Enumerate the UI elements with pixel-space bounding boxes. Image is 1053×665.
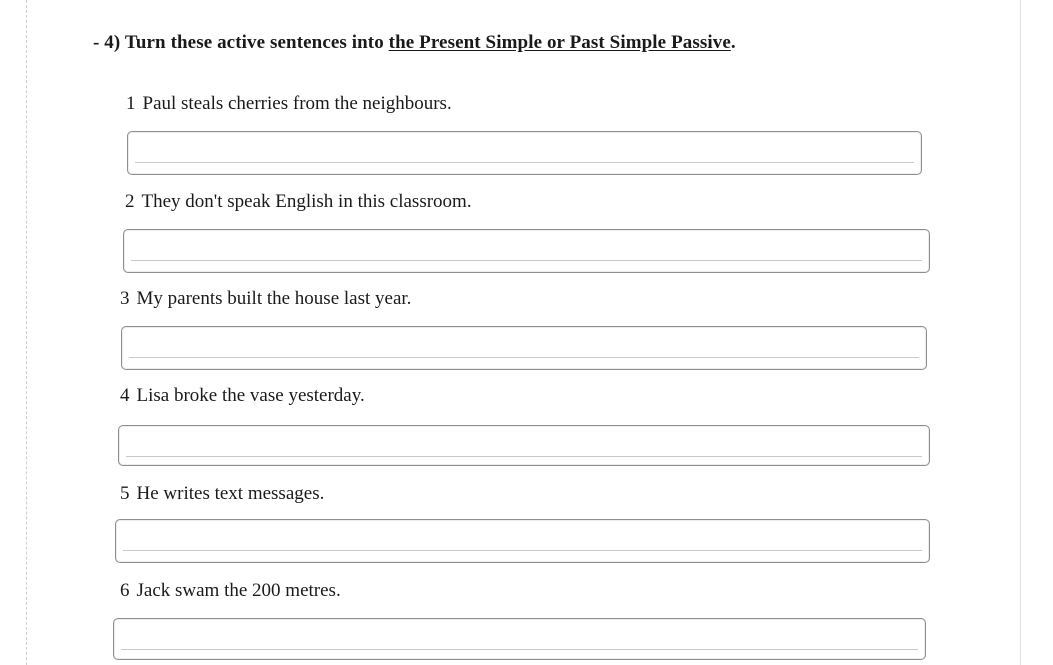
exercise-heading <box>93 32 736 54</box>
answer-box-4[interactable] <box>118 425 930 466</box>
answer-line-2 <box>131 260 922 261</box>
question-4-text: Lisa broke the vase yesterday. <box>136 385 365 406</box>
question-1 <box>126 93 452 115</box>
instruction-end: . <box>730 32 736 53</box>
answer-box-1[interactable] <box>127 131 922 175</box>
question-5-text: He writes text messages. <box>136 483 325 504</box>
question-2-number: 2 <box>125 191 135 212</box>
question-2-text: They don't speak English in this classroom. <box>141 191 472 212</box>
question-6-text: Jack swam the 200 metres. <box>136 580 341 601</box>
answer-box-2[interactable] <box>123 229 930 273</box>
left-margin-border <box>26 0 27 665</box>
question-5-number: 5 <box>120 483 130 504</box>
answer-box-5[interactable] <box>115 519 930 563</box>
instruction-emphasis: the Present Simple or Past Simple Passive <box>388 32 731 53</box>
answer-line-4 <box>126 456 922 457</box>
answer-line-1 <box>135 162 914 163</box>
answer-box-6[interactable] <box>113 618 926 660</box>
question-5 <box>120 483 324 505</box>
question-4-number: 4 <box>120 385 130 406</box>
question-3-number: 3 <box>120 288 130 309</box>
question-3-text: My parents built the house last year. <box>136 288 412 309</box>
exercise-number: - 4) <box>93 32 121 53</box>
question-6 <box>120 580 341 602</box>
answer-line-3 <box>129 357 919 358</box>
question-1-text: Paul steals cherries from the neighbours. <box>142 93 452 114</box>
answer-line-6 <box>121 649 918 650</box>
answer-line-5 <box>123 550 922 551</box>
question-3 <box>120 288 411 310</box>
answer-box-3[interactable] <box>121 326 927 370</box>
question-6-number: 6 <box>120 580 130 601</box>
instruction-text: Turn these active sentences into <box>124 32 384 53</box>
question-4 <box>120 385 365 407</box>
question-1-number: 1 <box>126 93 136 114</box>
right-margin-border <box>1020 0 1021 665</box>
question-2 <box>125 191 472 213</box>
